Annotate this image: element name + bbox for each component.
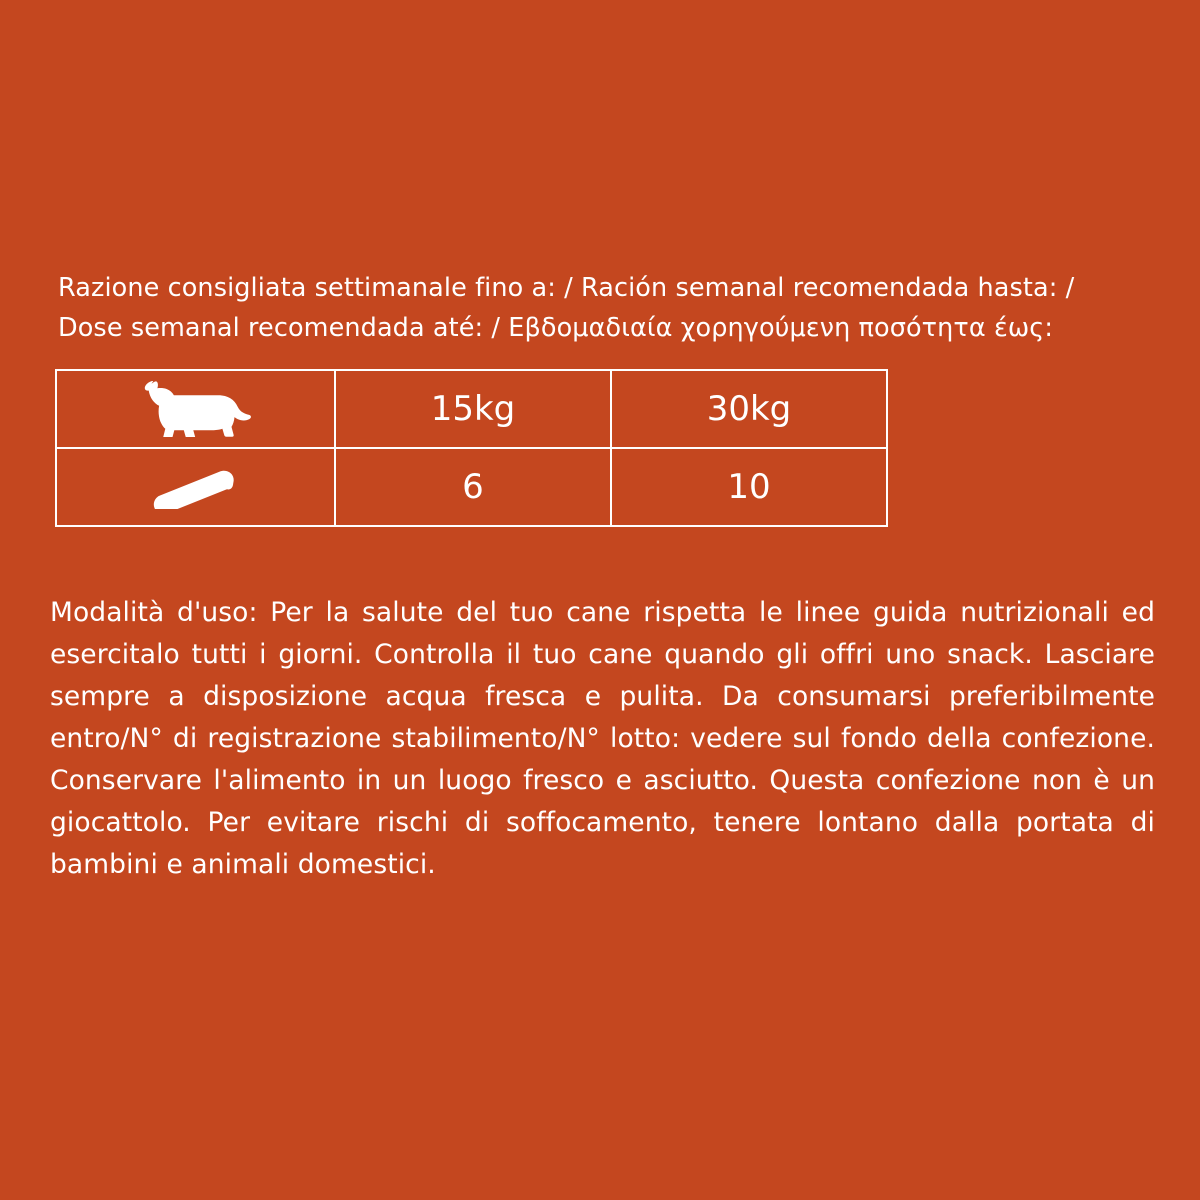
dosage-table [55,369,888,527]
usage-instructions-text: Modalità d'uso: Per la salute del tuo cane rispetta le linee guida nutrizionali ed esercitalo tutti i giorni. Controlla il tuo cane quando gli offri uno snack. Lasciare sempre a disposizione acqua fresca e pulita. Da consumarsi preferibilmente entro/N° di registrazione stabilimento/N° lotto: vedere sul fondo della confezione. Conservare l'alimento in un luogo fresco e asciutto. Questa confezione non è un giocattolo. Per evitare rischi di soffocamento, tenere lontano dalla portata di bambini e animali domestici. [50,597,1155,880]
dog-icon [56,370,335,448]
chew-stick-icon [56,448,335,526]
dose-table-cell-count-2: 10 [611,448,887,526]
feeding-guide-heading-line-2: Dose semanal recomendada até: / Εβδομαδιαία χορηγούμενη ποσότητα έως: [58,313,1054,343]
table-row [56,370,887,448]
feeding-guide-heading [58,268,1158,348]
dose-table-cell-weight-1: 15kg [335,370,611,448]
dose-table-cell-count-1: 6 [335,448,611,526]
feeding-guide-heading-line-1: Razione consigliata settimanale fino a: / Ración semanal recomendada hasta: / [58,273,1075,303]
dose-table-cell-weight-2: 30kg [611,370,887,448]
table-row [56,448,887,526]
